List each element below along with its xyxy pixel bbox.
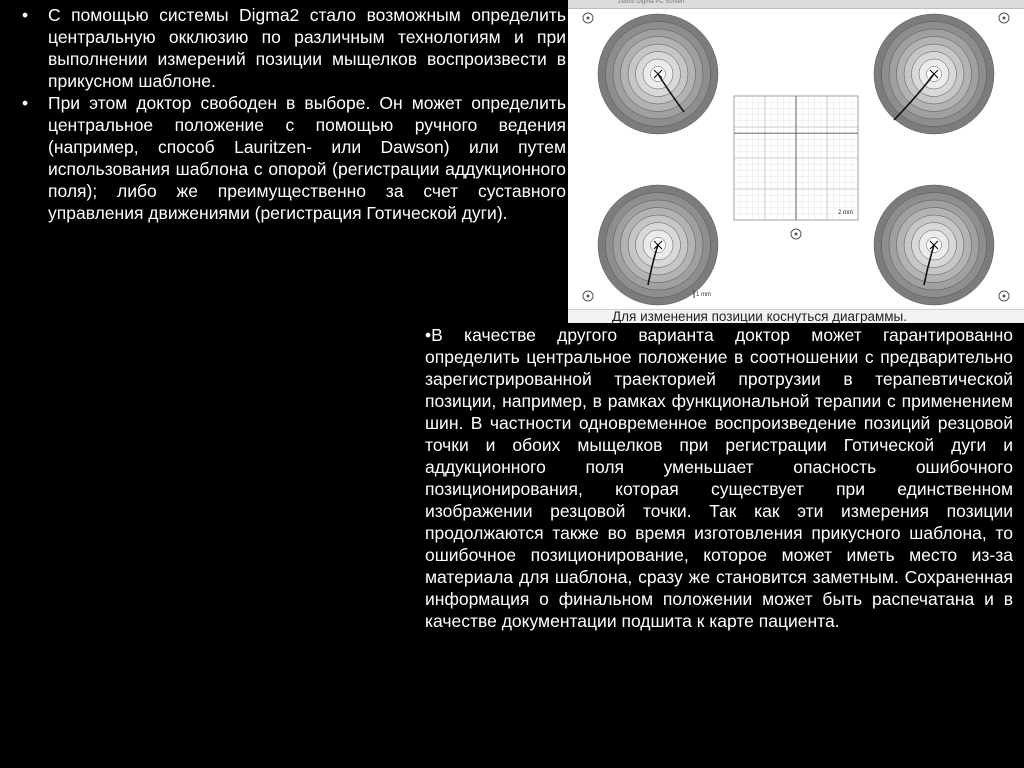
bullet-text: При этом доктор свободен в выборе. Он может определить центральное положение с помощью ручного ведения (например, способ Lauritzen- или Dawson) или путем использования шаблона с опорой (регистрации аддукционного поля); либо же преимущественно за счет суставного управления движениями (регистрация Готической дуги). [48,93,566,223]
incisal-point-grid[interactable] [734,96,858,220]
left-bullet-list [22,4,566,224]
corner-marker-icon[interactable] [583,291,593,301]
bullet-marker: • [22,5,29,25]
right-paragraph: •В качестве другого варианта доктор может гарантированно определить центральное положение в соотношении с предварительно зарегистрированной траекторией протрузии в терапевтической позиции, например, в рамках функциональной терапии с применением шин. В частности одновременное воспроизведение позиций резцовой точки и обоих мыщелков при регистрации Готической дуги и аддукционного поля уменьшает опасность ошибочного позиционирования, которая существует при единственном изображении резцовой точки. Так как эти измерения позиции продолжаются также во время изготовления прикусного шаблона, то ошибочное позиционирование, которое может иметь место из-за материала для шаблона, сразу же становится заметным. Сохраненная информация о финальном положении может быть распечатана и в качестве документации подшита к карте пациента. [425,325,1013,631]
corner-marker-icon[interactable] [583,13,593,23]
bullet-item [22,92,566,224]
bullet-item [22,4,566,92]
screenshot-caption: Для изменения позиции коснуться диаграммы. [568,309,1024,323]
condyle-diagram[interactable] [568,0,1024,323]
corner-marker-icon[interactable] [999,13,1009,23]
grid-scale-label: 2 mm [838,210,853,216]
bullet-marker: • [22,93,29,113]
center-reset-icon[interactable] [791,229,801,239]
corner-marker-icon[interactable] [999,291,1009,301]
digma-software-screenshot [568,0,1024,323]
window-title: Zebris Digma PC Screen [618,0,685,5]
bullet-text: С помощью системы Digma2 стало возможным определить центральную окклюзию по различным технологиям и при выполнении измерений позиции мыщелков воспроизвести в прикусном шаблоне. [48,5,566,91]
bottom-scale-label: 1 mm [696,292,711,298]
